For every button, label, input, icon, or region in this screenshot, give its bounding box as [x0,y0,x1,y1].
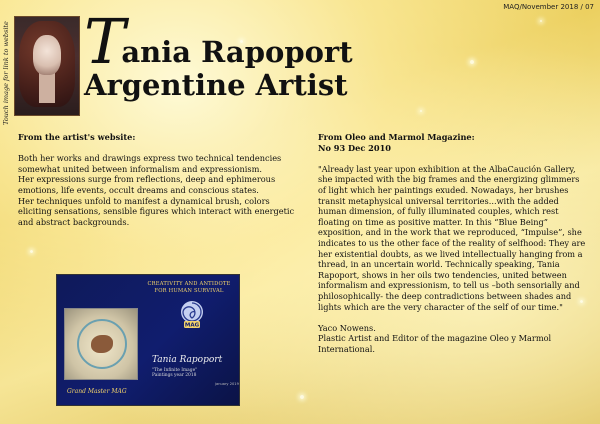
cover-artist-name: Tania Rapoport [152,355,223,365]
portrait-link-caption: Touch image for link to website [2,21,10,125]
cover-header: CREATIVITY AND ANTIDOTE FOR HUMAN SURVIVAL [147,281,231,294]
sparkle [540,20,542,22]
title-block [84,5,353,102]
quote-author-role: Plastic Artist and Editor of the magazine Oleo y Marmol International. [318,333,552,354]
sparkle [300,395,304,399]
title-name: ania Rapoport [121,35,353,69]
right-column [318,132,586,354]
left-column [18,132,298,227]
issue-label: MAQ/November 2018 / 07 [503,3,594,11]
right-heading: From Oleo and Marmol Magazine: [318,132,475,142]
cover-artwork [64,308,138,380]
cover-work-info: "The Infinite Image" Paintings year 2018 [152,368,198,379]
artist-portrait-link[interactable] [14,16,80,116]
artwork-figure [91,335,113,353]
logo-text: MAG [184,322,200,329]
left-paragraph: Both her works and drawings express two technical tendencies somewhat united between informalism and expressionism. [18,153,282,174]
left-paragraph: Her expressions surge from reflections, deep and ephimerous emotions, life events, occult dreams and conscious states. [18,174,276,195]
magazine-quote: "Already last year upon exhibition at the AlbaCaución Gallery, she impacted with the big frames and the energizing glimmers of light which her paintings exuded. Nowadays, her brushes transit metaphysical universal territories...with the added human dimension, of fully illuminated couples, which rest floating on time as positive matter. In this “Blue Being” exposition, and in the work that we reproduced, “Impulse”, she indicates to us the other face of the reality of selfhood: They are her existential doubts, as we lived intellectually hanging from a thread, in an uncertain world. Technically speaking, Tania Rapoport, shows in her oils two tendencies, united between informalism and expressionism, to tell us –both sensorially and philosophically- the deep contradictions between shades and lights which are the very character of the self of our time." [318,163,586,312]
portrait-neck [39,73,55,103]
cover-signature: Grand Master MAG [67,388,127,395]
left-paragraph: Her techniques unfold to manifest a dynamical brush, colors eliciting sensations, sensible figures which interact with energetic and abstract backgrounds. [18,195,295,227]
left-heading: From the artist's website: [18,132,136,142]
portrait-face [33,35,61,75]
page-subtitle: Argentine Artist [84,68,348,102]
cover-date: january 2019 [215,382,239,386]
right-issue-number: No 93 Dec 2010 [318,142,391,153]
title-initial: T [84,5,126,78]
magazine-cover-image [56,274,240,406]
artist-name-title [84,5,353,78]
sparkle [420,110,422,112]
sparkle [470,60,474,64]
sparkle [30,250,33,253]
mag-logo-icon [177,299,207,329]
quote-author: Yaco Nowens. [318,322,376,333]
